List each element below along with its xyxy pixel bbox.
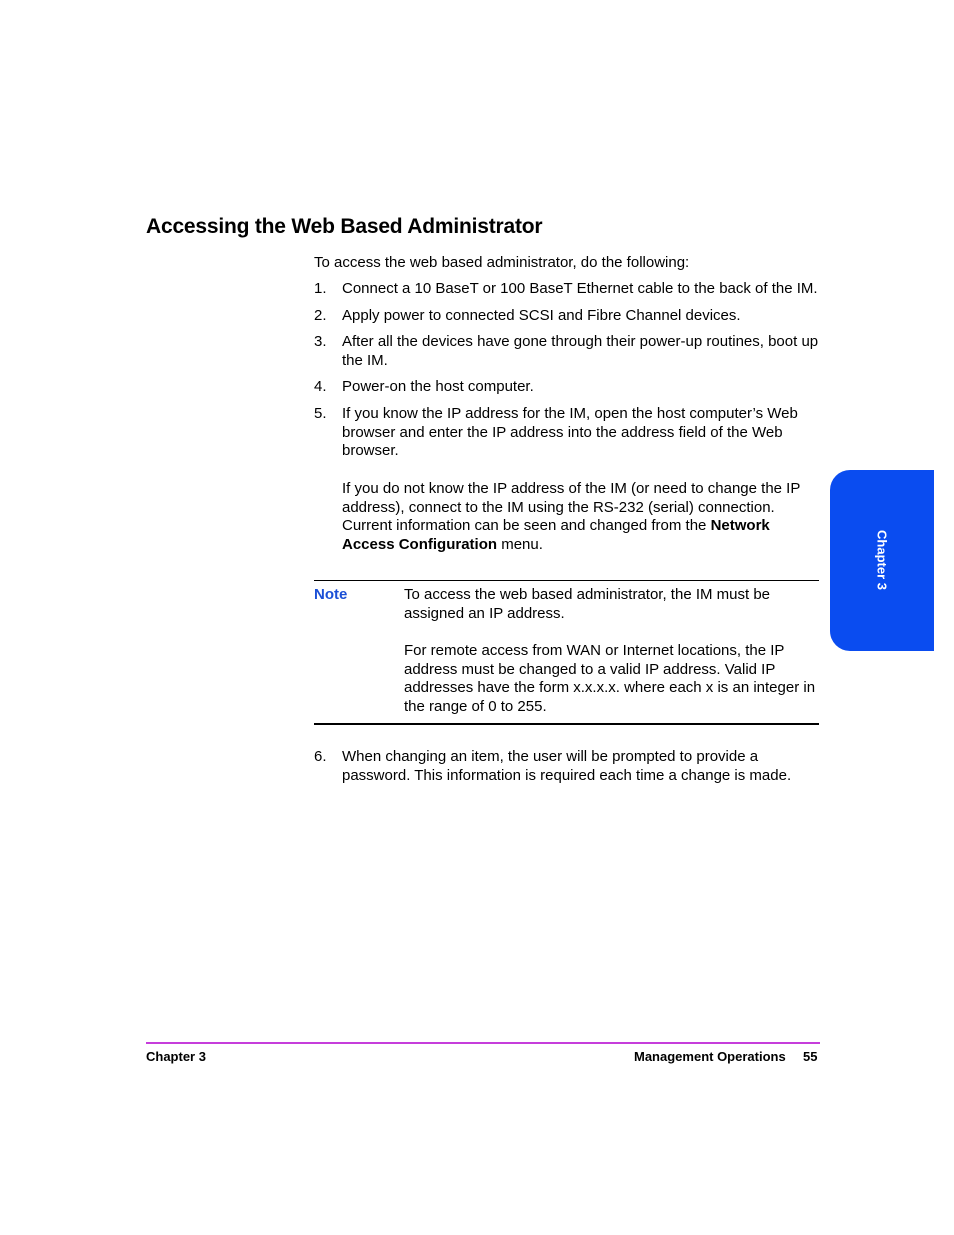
- step-number: 3.: [314, 333, 327, 350]
- chapter-tab-label: Chapter 3: [874, 530, 890, 590]
- step-number: 1.: [314, 280, 327, 297]
- list-item: [314, 378, 820, 397]
- step5-text-after: menu.: [497, 535, 543, 553]
- step-text: Connect a 10 BaseT or 100 BaseT Ethernet cable to the back of the IM.: [342, 280, 818, 297]
- intro-text: To access the web based administrator, do the following:: [314, 254, 690, 271]
- note-paragraph: For remote access from WAN or Internet locations, the IP address must be changed to a valid IP address. Valid IP addresses have the form x.x.x.x. where each x is an integer in the range of 0 to 255.: [404, 642, 816, 715]
- step-number: 2.: [314, 307, 327, 324]
- step-number: 5.: [314, 405, 327, 422]
- footer-chapter: Chapter 3: [146, 1049, 206, 1064]
- step5-text-before: If you do not know the IP address of the IM (or need to change the IP address), connect to the IM using the RS-232 (serial) connection. Current information can be seen and changed from the: [342, 480, 801, 534]
- step-text: If you know the IP address for the IM, open the host computer’s Web browser and enter the IP address into the address field of the Web browser.: [342, 405, 798, 459]
- footer-rule: [146, 1042, 820, 1044]
- step-text: After all the devices have gone through their power-up routines, boot up the IM.: [342, 333, 819, 369]
- chapter-side-tab: [830, 470, 934, 651]
- list-item: [314, 405, 820, 461]
- step-text: Power-on the host computer.: [342, 378, 534, 395]
- list-item: [314, 748, 820, 785]
- step-text: When changing an item, the user will be prompted to provide a password. This information is required each time a change is made.: [342, 748, 792, 784]
- step-number: 4.: [314, 378, 327, 395]
- list-item: [314, 333, 820, 370]
- note-label: Note: [314, 586, 348, 603]
- note-paragraph: To access the web based administrator, the IM must be assigned an IP address.: [404, 586, 771, 622]
- page-number: 55: [803, 1049, 818, 1064]
- step-number: 6.: [314, 748, 327, 765]
- page-heading: Accessing the Web Based Administrator: [146, 215, 543, 238]
- footer-section-title: Management Operations: [634, 1049, 786, 1064]
- list-item: [314, 307, 820, 326]
- menu-name: Network Access Configuration: [342, 517, 770, 553]
- step-text: Apply power to connected SCSI and Fibre Channel devices.: [342, 307, 741, 324]
- step5-paragraph: [342, 480, 820, 554]
- note-bottom-rule: [314, 723, 819, 725]
- list-item: [314, 280, 820, 299]
- note-top-rule: [314, 580, 819, 581]
